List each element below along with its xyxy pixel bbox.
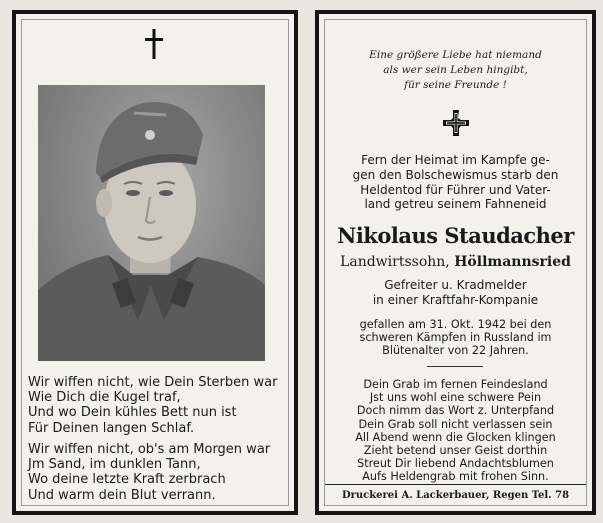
lead-line: Fern der Heimat im Kampfe ge-	[361, 153, 550, 167]
death-line: schweren Kämpfen in Russland im	[359, 331, 552, 344]
left-panel	[12, 10, 298, 515]
latin-cross-icon	[145, 29, 163, 59]
verse-line: Dein Grab soll nicht verlassen sein	[358, 417, 553, 431]
verse-line: Aufs Heldengrab mit frohen Sinn.	[362, 470, 549, 484]
deceased-name: Nikolaus Staudacher	[337, 223, 574, 248]
verse-line: Jst uns wohl eine schwere Pein	[369, 391, 542, 405]
origin-line	[319, 254, 592, 270]
memorial-verse	[319, 378, 592, 484]
verse-line: Zieht betend unser Geist dorthin	[363, 444, 548, 458]
soldier-portrait	[38, 85, 265, 361]
origin-prefix: Landwirtssohn,	[340, 254, 450, 270]
poem-stanza-1	[28, 375, 290, 436]
rank-line: in einer Kraftfahr-Kompanie	[372, 293, 539, 307]
printer-divider	[325, 484, 586, 485]
printer-imprint: Druckerei A. Lackerbauer, Regen Tel. 78	[341, 490, 570, 501]
origin-place: Höllmannsried	[454, 254, 571, 270]
lead-line: Heldentod für Führer und Vater-	[360, 182, 551, 197]
poem-line: Und wo Dein kühles Bett nun ist	[28, 405, 237, 421]
poem-line: Und warm dein Blut verrann.	[28, 487, 216, 503]
death-line: Blütenalter von 22 Jahren.	[382, 344, 529, 357]
iron-cross-icon	[443, 110, 469, 136]
poem-stanza-2	[28, 442, 290, 503]
motto-line: als wer sein Leben hingibt,	[383, 64, 528, 76]
verse-line: Streut Dir liebend Andachtsblumen	[357, 457, 554, 471]
military-rank	[319, 278, 592, 308]
poem-line: Wir wiffen nicht, ob's am Morgen war	[28, 442, 271, 457]
motto-line: Eine größere Liebe hat niemand	[369, 49, 542, 61]
right-panel	[315, 10, 596, 515]
poem-line: Für Deinen langen Schlaf.	[28, 420, 195, 436]
verse-line: All Abend wenn die Glocken klingen	[355, 430, 556, 444]
scripture-motto	[319, 48, 592, 93]
death-line: gefallen am 31. Okt. 1942 bei den	[359, 318, 552, 331]
rank-line: Gefreiter u. Kradmelder	[384, 278, 527, 292]
verse-line: Dein Grab im fernen Feindesland	[363, 378, 548, 391]
death-announcement	[319, 153, 592, 212]
poem-line: Wir wiffen nicht, wie Dein Sterben war	[28, 375, 278, 390]
lead-line: land getreu seinem Fahneneid	[364, 197, 547, 212]
divider-rule	[427, 366, 483, 367]
poem-line: Wo deine letzte Kraft zerbrach	[28, 472, 226, 488]
poem-line: Jm Sand, im dunklen Tann,	[28, 457, 201, 473]
lead-line: gen den Bolschewismus starb den	[352, 167, 559, 182]
motto-line: für seine Freunde !	[404, 79, 507, 91]
poem-line: Wie Dich die Kugel traf,	[28, 390, 181, 406]
death-details	[319, 318, 592, 357]
verse-line: Doch nimm das Wort z. Unterpfand	[356, 404, 555, 418]
